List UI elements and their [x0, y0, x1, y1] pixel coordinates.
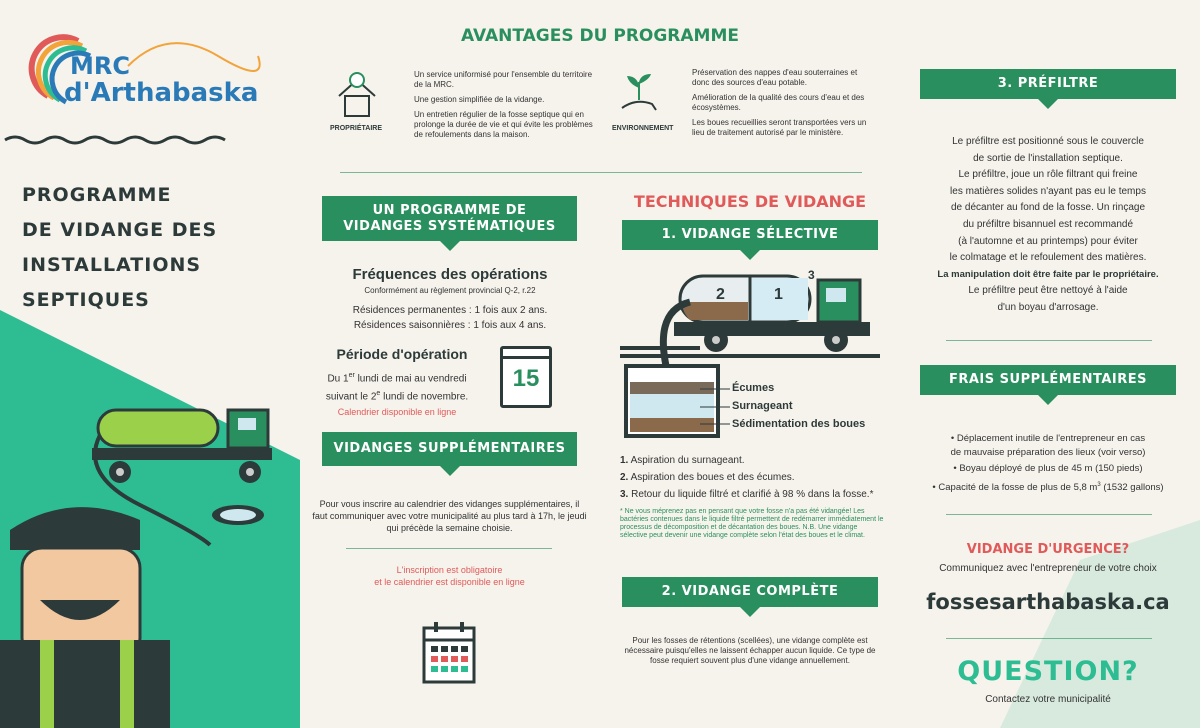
freq-line: Résidences permanentes : 1 fois aux 2 ans. [352, 305, 548, 316]
list-item: Un service uniformisé pour l'ensemble du territoire de la MRC. [414, 70, 593, 89]
list-item: de mauvaise préparation des lieux (voir verso) [950, 446, 1146, 458]
freq-sub: Conformément au règlement provincial Q-2, r.22 [364, 286, 536, 295]
question-heading: QUESTION? [957, 656, 1139, 687]
text-line: le colmatage et le refoulement des matières. [949, 252, 1147, 264]
frais-list [910, 432, 1186, 494]
step-text: Aspiration des boues et des écumes. [630, 472, 795, 483]
text: lundi de novembre. [380, 391, 469, 403]
selective-banner: 1. VIDANGE SÉLECTIVE [622, 220, 878, 250]
divider [340, 172, 862, 173]
worker-truck-illustration [0, 380, 300, 728]
freq-title: Fréquences des opérations [352, 266, 548, 283]
sup: 3 [1097, 481, 1101, 488]
question-sub: Contactez votre municipalité [985, 694, 1111, 705]
title-line: PROGRAMME [22, 184, 172, 206]
sup: er [348, 372, 355, 379]
periode-line [302, 368, 492, 386]
text-line: Le préfiltre est positionné sous le couvercle [952, 136, 1144, 147]
calendar-grid-icon [422, 622, 476, 684]
septic-truck-diagram [600, 262, 890, 442]
text: lundi de mai au vendredi [354, 373, 467, 385]
frais-banner: FRAIS SUPPLÉMENTAIRES [920, 365, 1176, 395]
supplementaires-text: Pour vous inscrire au calendrier des vidanges supplémentaires, il faut communiquer avec votre municipalité au plus tard à 17h, le jeudi qui précède la semaine choisie. [312, 499, 587, 533]
step-text: Retour du liquide filtré et clarifié à 98 % dans la fosse.* [631, 489, 874, 500]
step-item [620, 486, 890, 503]
note-line: et le calendrier est disponible en ligne [374, 577, 525, 587]
step-item [620, 469, 890, 486]
proprietaire-label: PROPRIÉTAIRE [330, 125, 382, 132]
text-line: d'un boyau d'arrosage. [997, 301, 1099, 313]
prefiltre-banner: 3. PRÉFILTRE [920, 69, 1176, 99]
techniques-heading: TECHNIQUES DE VIDANGE [633, 192, 867, 211]
text-line: les matières solides n'ayant pas eu le temps [950, 185, 1146, 197]
divider [946, 638, 1152, 639]
calendar-day: 15 [512, 365, 540, 392]
list-item: Une gestion simplifiée de la vidange. [414, 95, 545, 104]
title-line: INSTALLATIONS [22, 254, 202, 276]
complete-text: Pour les fosses de rétentions (scellées), une vidange complète est nécessaire puisqu'elles ne laissent échapper aucun liquide. Ce type de fosse requiert souvent plus d'une vidange annuellement. [624, 636, 876, 665]
divider [946, 340, 1152, 341]
divider [946, 514, 1152, 515]
layer-label: Surnageant [732, 400, 793, 412]
list-item: • Déplacement inutile de l'entrepreneur en cas [950, 433, 1146, 444]
title-line: DE VIDANGE DES [22, 219, 218, 241]
tank-label: 3 [808, 268, 815, 282]
title-line: SEPTIQUES [22, 289, 150, 311]
steps-list [620, 452, 890, 503]
environnement-list [692, 68, 867, 138]
programme-banner [322, 196, 577, 241]
text-line: Le préfiltre peut être nettoyé à l'aide [968, 285, 1128, 297]
text: • Capacité de la fosse de plus de 5,8 m [932, 481, 1098, 493]
layer-label: Écumes [732, 382, 775, 394]
worker-icon [0, 507, 170, 728]
text-line: (à l'automne et au printemps) pour éviter [958, 235, 1138, 247]
avantages-heading: AVANTAGES DU PROGRAMME [460, 26, 740, 46]
divider [346, 548, 552, 549]
website-link[interactable]: fossesarthabaska.ca [926, 590, 1170, 614]
logo [18, 26, 268, 116]
house-icon [333, 70, 381, 122]
list-item: Amélioration de la qualité des cours d'eau et des écosystèmes. [692, 93, 865, 112]
page-title [22, 178, 217, 318]
step-num: 1. [620, 455, 629, 466]
small-truck-icon [92, 410, 272, 483]
environnement-label: ENVIRONNEMENT [612, 125, 674, 132]
text-line: Le préfiltre, joue un rôle filtrant qui freine [958, 169, 1138, 181]
banner-line: VIDANGES SYSTÉMATIQUES [343, 219, 556, 234]
text-line: du préfiltre bisannuel est recommandé [962, 218, 1134, 230]
note-line: L'inscription est obligatoire [396, 565, 503, 575]
list-item [910, 479, 1186, 495]
text-line-bold: La manipulation doit être faite par le propriétaire. [937, 268, 1159, 280]
sup: e [376, 390, 381, 398]
tank-label: 2 [716, 286, 725, 303]
prefiltre-text [910, 134, 1186, 317]
list-item: • Boyau déployé de plus de 45 m (150 pieds) [953, 463, 1143, 474]
urgence-heading: VIDANGE D'URGENCE? [966, 542, 1130, 557]
text: (1532 gallons) [1100, 481, 1164, 493]
supplementaires-note [312, 564, 587, 588]
list-item: Préservation des nappes d'eau souterraines et donc des sources d'eau potable. [692, 68, 858, 87]
calendar-link[interactable]: Calendrier disponible en ligne [337, 406, 457, 417]
periode-line [302, 386, 492, 404]
list-item: Les boues recueillies seront transportées vers un lieu de traitement autorisé par le ministère. [692, 118, 867, 137]
periode-text [302, 368, 492, 420]
complete-banner: 2. VIDANGE COMPLÈTE [622, 577, 878, 607]
periode-title: Période d'opération [336, 346, 468, 362]
step-num: 2. [620, 472, 629, 483]
supplementaires-banner: VIDANGES SUPPLÉMENTAIRES [322, 432, 577, 466]
freq-line: Résidences saisonnières : 1 fois aux 4 ans. [353, 320, 547, 331]
calendar-icon [500, 346, 552, 408]
logo-line1: MRC [70, 52, 130, 80]
urgence-sub: Communiquez avec l'entrepreneur de votre choix [939, 563, 1157, 574]
techniques-note: * Ne vous méprenez pas en pensant que votre fosse n'a pas été vidangée! Les bactéries contenues dans le liquide filtré permettent de redémarrer immédiatement le processus de décomposition et de décantation des boues. N.B. Une vidange sélective peut devenir une vidange complète selon l'état des boues et le climat. [620, 508, 884, 539]
banner-line: UN PROGRAMME DE [372, 203, 527, 218]
plant-hand-icon [618, 72, 660, 118]
text: Du 1 [327, 373, 349, 385]
text-line: de décanter au fond de la fosse. Un rinçage [950, 202, 1146, 214]
tank-label: 1 [774, 286, 783, 303]
logo-line2: d'Arthabaska [64, 78, 259, 108]
step-text: Aspiration du surnageant. [630, 455, 745, 466]
text-line: de sortie de l'installation septique. [973, 152, 1123, 164]
text: suivant le 2 [325, 391, 377, 403]
list-item: Un entretien régulier de la fosse septique qui en prolonge la durée de vie et qui évite les problèmes de refoulements dans la maison. [414, 110, 593, 139]
step-num: 3. [620, 489, 629, 500]
step-item [620, 452, 890, 469]
layer-label: Sédimentation des boues [732, 418, 866, 430]
proprietaire-list [414, 70, 599, 140]
